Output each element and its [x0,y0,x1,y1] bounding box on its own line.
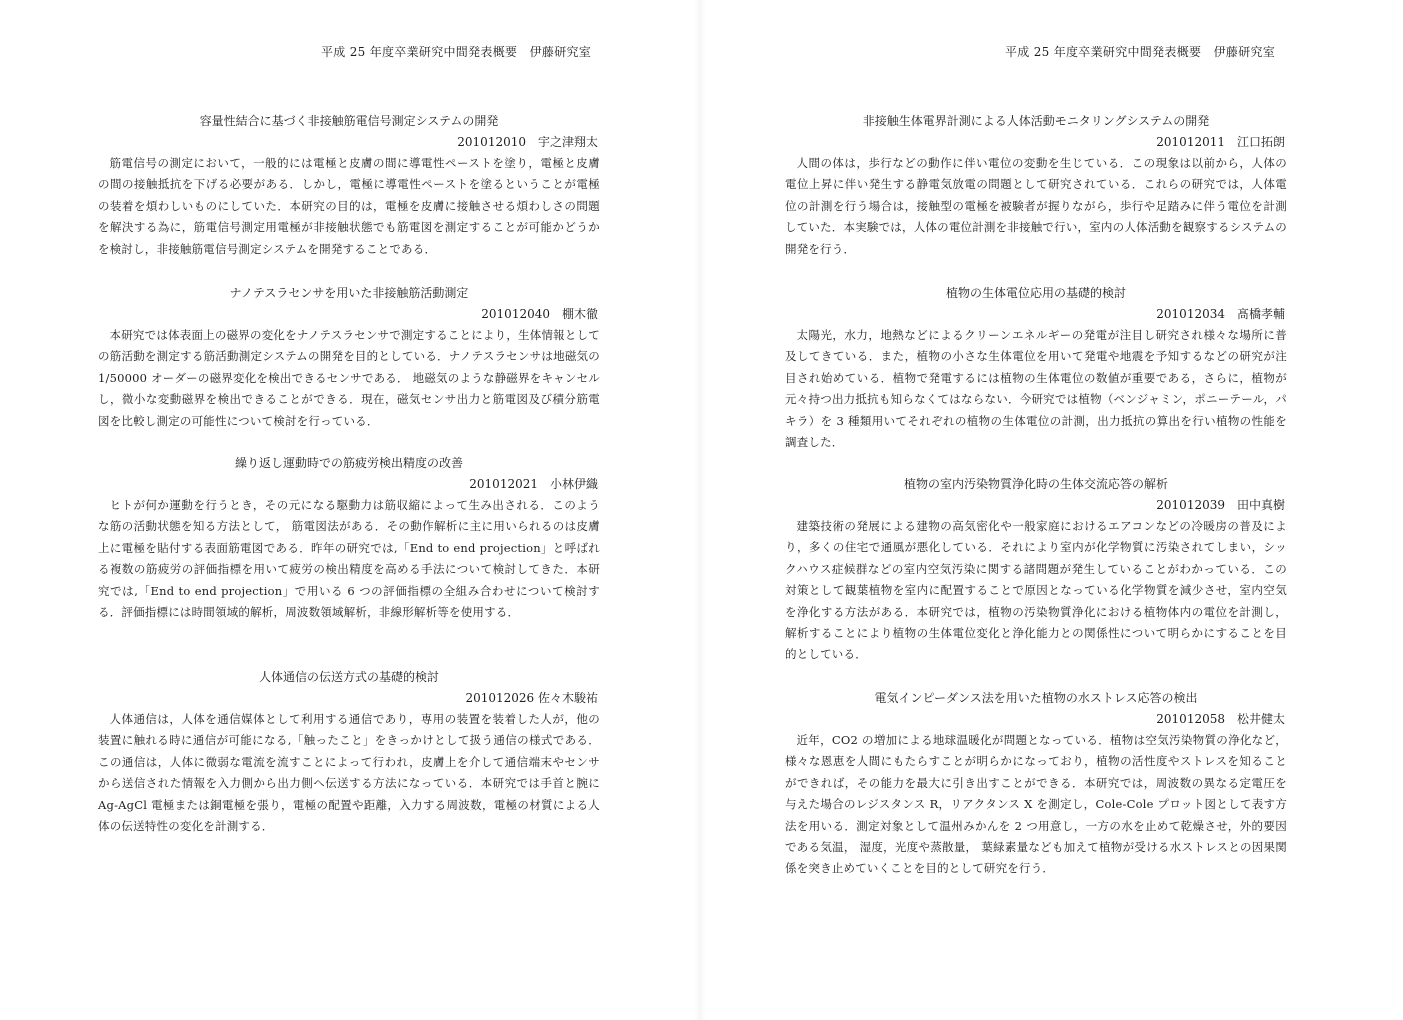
abstract-title: 電気インピーダンス法を用いた植物の水ストレス応答の検出 [874,691,1198,705]
abstract-title: 人体通信の伝送方式の基礎的検討 [258,670,439,684]
abstract-title: 植物の室内汚染物質浄化時の生体交流応答の解析 [903,477,1168,491]
abstract-author: 201012040 棚木徹 [481,307,598,321]
abstract-title: 非接触生体電界計測による人体活動モニタリングシステムの開発 [862,114,1210,128]
abstract-section [785,283,1287,453]
abstract-body: 太陽光，水力，地熱などによるクリーンエネルギーの発電が注目し研究され様々な場所に普及してきている．また，植物の小さな生体電位を用いて発電や地震を予知するなどの研究が注目され始めている．植物で発電するには植物の生体電位の数値が重要である，さらに，植物が元々持つ出力抵抗も知らなくてはならない．今研究では植物（ベンジャミン，ポニーテール，パキラ）を 3 種類用いてそれぞれの植物の生体電位の計測，出力抵抗の算出を行い植物の性能を調査した． [785,328,1287,450]
abstract-body: 建築技術の発展による建物の高気密化や一般家庭におけるエアコンなどの冷暖房の普及により，多くの住宅で通風が悪化している．それにより室内が化学物質に汚染されてしまい，シックハウス症候群などの室内空気汚染に関する諸問題が発生していることがわかっている．この対策として観葉植物を室内に配置することで原因となっている化学物質を減少させ，室内空気を浄化する方法がある．本研究では，植物の汚染物質浄化における植物体内の電位を計測し，解析することにより植物の生体電位変化と浄化能力との関係性について明らかにすることを目的としている． [785,519,1287,662]
abstract-section [785,474,1287,666]
abstract-author: 201012021 小林伊織 [469,477,598,491]
right-page [700,0,1403,1020]
abstract-body: 筋電信号の測定において，一般的には電極と皮膚の間に導電性ペーストを塗り，電極と皮膚の間の接触抵抗を下げる必要がある．しかし，電極に導電性ペーストを塗るということが電極の装着を煩わしいものにしていた．本研究の目的は，電極を皮膚に接触させる煩わしさの問題を解決する為に，筋電信号測定用電極が非接触状態でも筋電図を測定することが可能かどうかを検討し，非接触筋電信号測定システムを開発することである． [98,156,600,256]
abstract-section [98,111,600,260]
abstract-author: 201012058 松井健太 [1156,712,1285,726]
page-header: 平成 25 年度卒業研究中間発表概要 伊藤研究室 [1005,45,1276,59]
abstract-author: 201012034 髙橋孝輔 [1156,307,1285,321]
abstract-body: 本研究では体表面上の磁界の変化をナノテスラセンサで測定することにより，生体情報としての筋活動を測定する筋活動測定システムの開発を目的としている．ナノテスラセンサは地磁気の 1/50000 オーダーの磁界変化を検出できるセンサである． 地磁気のような静磁界をキャンセルし，微小な変動磁界を検出できることができる．現在，磁気センサ出力と筋電図及び積分筋電図を比較し測定の可能性について検討を行っている． [98,328,600,428]
abstract-title: ナノテスラセンサを用いた非接触筋活動測定 [229,286,469,300]
abstract-author: 201012011 江口拓朗 [1156,135,1285,149]
abstract-author: 201012010 宇之津翔太 [457,135,598,149]
abstract-section [98,453,600,623]
abstract-body: 人体通信は，人体を通信媒体として利用する通信であり，専用の装置を装着した人が，他の装置に触れる時に通信が可能になる,「触ったこと」をきっかけとして扱う通信の様式である．この通信は，人体に微弱な電流を流すことによって行われ，皮膚上を介して通信端末やセンサから送信された情報を入力側から出力側へ伝送する方法になっている．本研究では手首と腕に Ag-AgCl 電極または銅電極を張り，電極の配置や距離，入力する周波数，電極の材質による人体の伝送特性の変化を計測する． [98,712,600,834]
left-page [0,0,700,1020]
abstract-section [785,111,1287,260]
abstract-title: 植物の生体電位応用の基礎的検討 [945,286,1126,300]
abstract-author: 201012026 佐々木駿祐 [465,691,598,705]
page-header: 平成 25 年度卒業研究中間発表概要 伊藤研究室 [321,45,592,59]
abstract-title: 繰り返し運動時での筋疲労検出精度の改善 [234,456,463,470]
abstract-body: 近年，CO2 の増加による地球温暖化が問題となっている．植物は空気汚染物質の浄化など，様々な恩恵を人間にもたらすことが明らかになっており，植物の活性度やストレスを知ることができれば，その能力を最大に引き出すことができる．本研究では，周波数の異なる定電圧を与えた場合のレジスタンス R，リアクタンス X を測定し，Cole-Cole プロット図として表す方法を用いる．測定対象として温州みかんを 2 つ用意し，一方の水を止めて乾燥させ，外的要因である気温， 湿度，光度や蒸散量， 葉緑素量なども加えて植物が受ける水ストレスとの因果関係を突き止めていくことを目的として研究を行う． [785,733,1287,876]
abstract-title: 容量性結合に基づく非接触筋電信号測定システムの開発 [199,114,499,128]
abstract-body: 人間の体は，歩行などの動作に伴い電位の変動を生じている．この現象は以前から，人体の電位上昇に伴い発生する静電気放電の問題として研究されている．これらの研究では，人体電位の計測を行う場合は，接触型の電極を被験者が握りながら，歩行や足踏みに伴う電位を計測していた．本実験では，人体の電位計測を非接触で行い，室内の人体活動を観察するシステムの開発を行う． [785,156,1287,256]
abstract-author: 201012039 田中真樹 [1156,498,1285,512]
abstract-section [785,688,1287,880]
abstract-body: ヒトが何か運動を行うとき，その元になる駆動力は筋収縮によって生み出される．このような筋の活動状態を知る方法として， 筋電図法がある．その動作解析に主に用いられるのは皮膚上に電極を貼付する表面筋電図である．昨年の研究では,「End to end projection」と呼ばれる複数の筋疲労の評価指標を用いて疲労の検出精度を高める手法について検討してきた．本研究では,「End to end projection」で用いる 6 つの評価指標の全組み合わせについて検討する．評価指標には時間領域的解析，周波数領域解析，非線形解析等を使用する． [98,498,600,620]
abstract-section [98,667,600,837]
abstract-section [98,283,600,432]
